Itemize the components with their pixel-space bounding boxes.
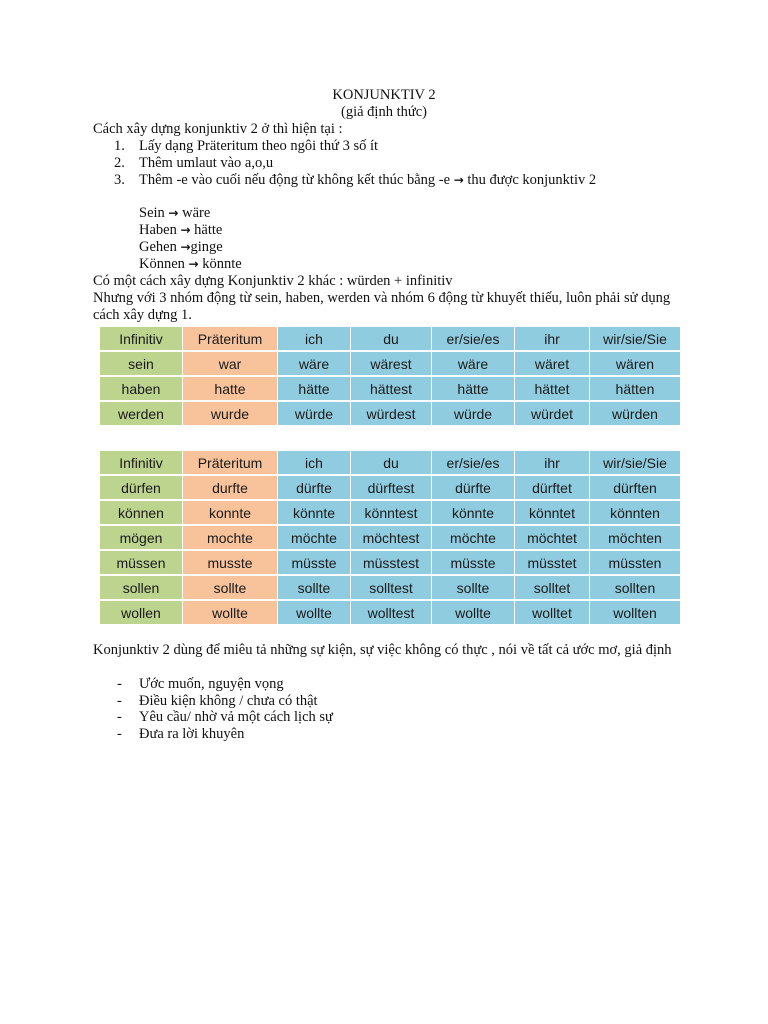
bullet-dash: -	[117, 726, 122, 742]
table-header-cell: du	[351, 451, 432, 476]
table-cell: möchte	[432, 525, 515, 550]
table-cell: wolltest	[351, 600, 432, 625]
table-cell: würde	[278, 401, 351, 426]
table-cell: würden	[590, 401, 681, 426]
table-cell: hätte	[278, 376, 351, 401]
table-cell: solltest	[351, 575, 432, 600]
example-to: hätte	[194, 222, 223, 238]
table-cell: könnte	[278, 500, 351, 525]
table-cell: wärest	[351, 351, 432, 376]
example-from: Können	[139, 256, 185, 272]
table-header-cell: Infinitiv	[100, 451, 183, 476]
table-header-cell: Präteritum	[183, 451, 278, 476]
table-header-cell: wir/sie/Sie	[590, 327, 681, 352]
table-cell: sollten	[590, 575, 681, 600]
table-body	[100, 451, 681, 626]
step-1: Lấy dạng Präteritum theo ngôi thứ 3 số ít	[139, 138, 379, 154]
table-cell: solltet	[515, 575, 590, 600]
table-row	[100, 475, 681, 500]
table-cell: dürfen	[100, 475, 183, 500]
example-item	[139, 222, 222, 239]
table-cell: müsste	[432, 550, 515, 575]
table-cell: wollte	[278, 600, 351, 625]
table-header-cell: ihr	[515, 327, 590, 352]
table-cell: müssen	[100, 550, 183, 575]
table-cell: wolltet	[515, 600, 590, 625]
table-cell: würdest	[351, 401, 432, 426]
example-to: ginge	[190, 239, 223, 255]
usage-item: Yêu cầu/ nhờ vả một cách lịch sự	[139, 709, 333, 725]
step-3	[139, 172, 596, 189]
table-cell: dürften	[590, 475, 681, 500]
example-to: wäre	[182, 205, 211, 221]
table-cell: könnte	[432, 500, 515, 525]
bullet-dash: -	[117, 709, 122, 725]
table-cell: werden	[100, 401, 183, 426]
table-cell: wäre	[432, 351, 515, 376]
bullet-dash: -	[117, 676, 122, 692]
page-subtitle: (giả định thức)	[341, 104, 427, 120]
step-number-1: 1.	[114, 138, 125, 154]
arrow-icon: →	[188, 257, 199, 271]
table-cell: wurde	[183, 401, 278, 426]
table-cell: möchtet	[515, 525, 590, 550]
step-2: Thêm umlaut vào a,o,u	[139, 155, 274, 171]
table-header-cell: Präteritum	[183, 327, 278, 352]
table-cell: wäret	[515, 351, 590, 376]
table-row	[100, 401, 681, 426]
table-cell: dürftest	[351, 475, 432, 500]
table-cell: müsstet	[515, 550, 590, 575]
page-title: KONJUNKTIV 2	[332, 87, 436, 103]
table-cell: müsstest	[351, 550, 432, 575]
table-cell: haben	[100, 376, 183, 401]
table-row	[100, 550, 681, 575]
table-row	[100, 525, 681, 550]
table-cell: hatte	[183, 376, 278, 401]
table-cell: sollte	[432, 575, 515, 600]
table-row	[100, 376, 681, 401]
table-cell: möchte	[278, 525, 351, 550]
example-from: Sein	[139, 205, 165, 221]
table-row	[100, 500, 681, 525]
table-cell: müsste	[278, 550, 351, 575]
table-header-cell: ihr	[515, 451, 590, 476]
conjugation-table-1	[99, 326, 681, 427]
table-cell: musste	[183, 550, 278, 575]
table-header-cell: er/sie/es	[432, 451, 515, 476]
note-text: Nhưng với 3 nhóm động từ sein, haben, werden và nhóm 6 động từ khuyết thiếu, luôn phải sử dụng cách xây dựng 1.	[93, 290, 671, 323]
arrow-icon: →	[453, 173, 464, 187]
table-cell: wollte	[432, 600, 515, 625]
table-cell: könnten	[590, 500, 681, 525]
table-cell: hättet	[515, 376, 590, 401]
table-header-cell: du	[351, 327, 432, 352]
table-row	[100, 600, 681, 625]
table-header-cell: ich	[278, 451, 351, 476]
conjugation-table-2	[99, 450, 681, 626]
step-number-3: 3.	[114, 172, 125, 188]
table-cell: könntest	[351, 500, 432, 525]
table-header-row	[100, 451, 681, 476]
intro-text: Cách xây dựng konjunktiv 2 ở thì hiện tại :	[93, 121, 343, 137]
table-cell: war	[183, 351, 278, 376]
table-cell: würdet	[515, 401, 590, 426]
example-from: Haben	[139, 222, 177, 238]
table-header-cell: Infinitiv	[100, 327, 183, 352]
table-row	[100, 575, 681, 600]
example-item	[139, 205, 210, 222]
table-cell: mochte	[183, 525, 278, 550]
table-cell: hättest	[351, 376, 432, 401]
example-from: Gehen	[139, 239, 177, 255]
table-header-row	[100, 327, 681, 352]
table-cell: würde	[432, 401, 515, 426]
table-cell: dürfte	[432, 475, 515, 500]
table-cell: können	[100, 500, 183, 525]
table-header-cell: er/sie/es	[432, 327, 515, 352]
table-cell: könntet	[515, 500, 590, 525]
table-cell: hätte	[432, 376, 515, 401]
arrow-icon: →	[180, 223, 191, 237]
table-cell: möchtest	[351, 525, 432, 550]
usage-text: Konjunktiv 2 dùng để miêu tả những sự kiện, sự việc không có thực , nói về tất cả ước mơ, giả định	[93, 642, 672, 658]
table-cell: wollen	[100, 600, 183, 625]
usage-item: Ước muốn, nguyện vọng	[139, 676, 284, 692]
table-cell: wäre	[278, 351, 351, 376]
table-header-cell: wir/sie/Sie	[590, 451, 681, 476]
usage-item: Điều kiện không / chưa có thật	[139, 693, 318, 709]
example-item	[139, 239, 223, 256]
table-row	[100, 351, 681, 376]
example-item	[139, 256, 242, 273]
table-cell: wollte	[183, 600, 278, 625]
table-cell: konnte	[183, 500, 278, 525]
table-cell: sollte	[183, 575, 278, 600]
arrow-icon: →	[168, 206, 179, 220]
arrow-icon: →	[180, 240, 191, 254]
table-cell: dürfte	[278, 475, 351, 500]
table-cell: hätten	[590, 376, 681, 401]
table-cell: wollten	[590, 600, 681, 625]
example-to: könnte	[202, 256, 242, 272]
alt-method-text: Có một cách xây dựng Konjunktiv 2 khác : würden + infinitiv	[93, 273, 453, 289]
table-header-cell: ich	[278, 327, 351, 352]
usage-item: Đưa ra lời khuyên	[139, 726, 245, 742]
table-cell: müssten	[590, 550, 681, 575]
table-cell: wären	[590, 351, 681, 376]
bullet-dash: -	[117, 693, 122, 709]
table-cell: durfte	[183, 475, 278, 500]
step-number-2: 2.	[114, 155, 125, 171]
table-cell: sein	[100, 351, 183, 376]
table-cell: sollte	[278, 575, 351, 600]
step-3-result: thu được konjunktiv 2	[467, 172, 597, 188]
table-cell: dürftet	[515, 475, 590, 500]
step-3-text: Thêm -e vào cuối nếu động từ không kết thúc bằng -e	[139, 172, 451, 188]
table-cell: möchten	[590, 525, 681, 550]
table-cell: sollen	[100, 575, 183, 600]
table-body	[100, 327, 681, 427]
table-cell: mögen	[100, 525, 183, 550]
